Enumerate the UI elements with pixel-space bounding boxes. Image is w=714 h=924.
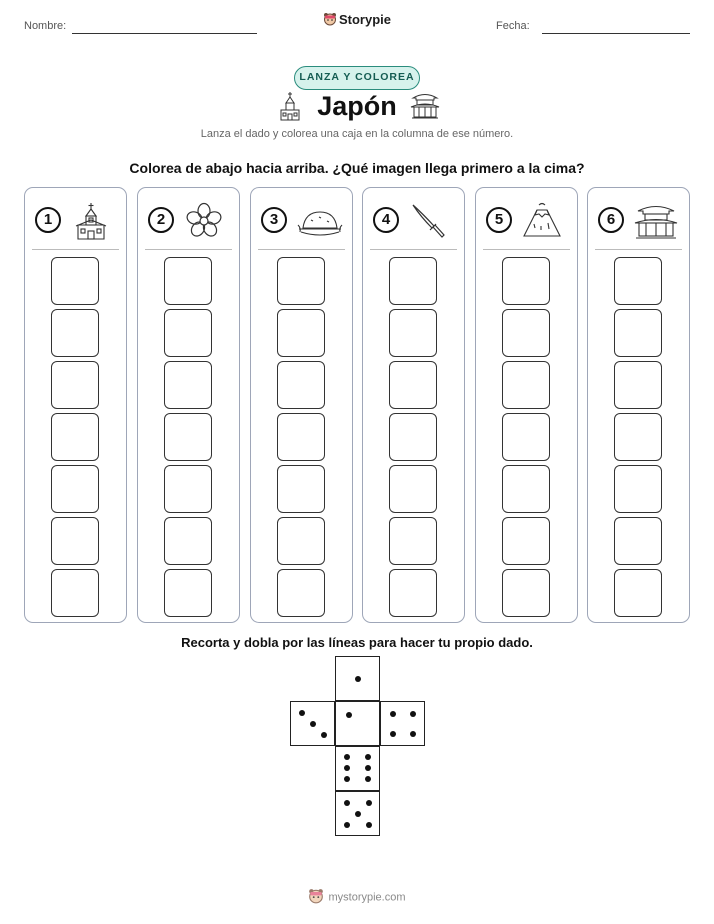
church-icon (71, 202, 111, 245)
brand-name: Storypie (338, 12, 391, 27)
color-box[interactable] (614, 257, 662, 305)
color-box[interactable] (389, 309, 437, 357)
color-box[interactable] (502, 257, 550, 305)
column-divider (595, 249, 682, 250)
cut-instruction: Recorta y dobla por las líneas para hacer tu propio dado. (181, 635, 533, 650)
color-box[interactable] (164, 309, 212, 357)
activity-badge: LANZA Y COLOREA (294, 66, 420, 90)
color-box[interactable] (389, 257, 437, 305)
footer (0, 888, 714, 907)
pip (346, 712, 352, 718)
pip (366, 822, 372, 828)
color-box[interactable] (164, 413, 212, 461)
footer-url[interactable]: mystorypie.com (328, 891, 406, 904)
column-6 (587, 187, 690, 623)
pip (344, 800, 350, 806)
japanese-temple-icon (410, 91, 440, 124)
color-box[interactable] (389, 361, 437, 409)
color-box[interactable] (502, 465, 550, 513)
color-box[interactable] (51, 517, 99, 565)
column-number: 1 (35, 207, 61, 233)
color-box[interactable] (277, 517, 325, 565)
die-face-3 (290, 701, 335, 746)
color-box[interactable] (389, 413, 437, 461)
column-2 (137, 187, 240, 623)
pip (390, 711, 396, 717)
color-box[interactable] (164, 257, 212, 305)
brand-logo (0, 12, 714, 29)
die-face-6 (335, 746, 380, 791)
color-box[interactable] (164, 465, 212, 513)
color-box[interactable] (614, 309, 662, 357)
column-number: 5 (486, 207, 512, 233)
pip (365, 776, 371, 782)
pip (366, 800, 372, 806)
column-divider (258, 249, 345, 250)
japanese-temple-icon (634, 202, 678, 245)
column-number: 3 (261, 207, 287, 233)
die-face-1 (335, 656, 380, 701)
color-box[interactable] (277, 361, 325, 409)
die-face-1 (335, 701, 380, 746)
bear-logo-icon (308, 888, 324, 907)
column-number: 4 (373, 207, 399, 233)
instruction: Colorea de abajo hacia arriba. ¿Qué imagen llega primero a la cima? (129, 160, 585, 176)
pip (344, 776, 350, 782)
color-box[interactable] (502, 413, 550, 461)
page-title: Japón (317, 91, 397, 121)
pip (365, 754, 371, 760)
date-field[interactable] (542, 33, 690, 34)
color-box[interactable] (389, 569, 437, 617)
katana-icon (409, 202, 449, 245)
column-4 (362, 187, 465, 623)
bear-logo-icon (323, 12, 337, 29)
column-number: 6 (598, 207, 624, 233)
column-divider (145, 249, 232, 250)
name-field[interactable] (72, 33, 257, 34)
color-box[interactable] (502, 517, 550, 565)
pip (410, 731, 416, 737)
die-face-5 (335, 791, 380, 836)
pip (365, 765, 371, 771)
color-box[interactable] (164, 517, 212, 565)
color-box[interactable] (614, 361, 662, 409)
pip (310, 721, 316, 727)
subtitle: Lanza el dado y colorea una caja en la columna de ese número. (200, 128, 514, 140)
color-box[interactable] (389, 517, 437, 565)
cherry-blossom-icon (184, 202, 224, 245)
die-face-4 (380, 701, 425, 746)
column-1 (24, 187, 127, 623)
color-box[interactable] (614, 517, 662, 565)
pip (355, 676, 361, 682)
pip (410, 711, 416, 717)
column-number: 2 (148, 207, 174, 233)
pip (344, 754, 350, 760)
color-box[interactable] (51, 465, 99, 513)
pip (355, 811, 361, 817)
color-box[interactable] (502, 361, 550, 409)
color-box[interactable] (51, 257, 99, 305)
column-5 (475, 187, 578, 623)
color-box[interactable] (614, 413, 662, 461)
pip (299, 710, 305, 716)
color-box[interactable] (614, 465, 662, 513)
date-label: Fecha: (496, 20, 530, 32)
pip (390, 731, 396, 737)
color-box[interactable] (51, 413, 99, 461)
column-3 (250, 187, 353, 623)
rice-ball-icon (297, 202, 343, 245)
color-box[interactable] (277, 257, 325, 305)
color-box[interactable] (502, 569, 550, 617)
pip (344, 765, 350, 771)
color-box[interactable] (614, 569, 662, 617)
color-box[interactable] (277, 465, 325, 513)
color-box[interactable] (277, 413, 325, 461)
mount-fuji-icon (522, 202, 562, 245)
color-box[interactable] (164, 361, 212, 409)
color-box[interactable] (277, 569, 325, 617)
color-box[interactable] (51, 309, 99, 357)
color-box[interactable] (164, 569, 212, 617)
column-divider (32, 249, 119, 250)
column-divider (483, 249, 570, 250)
color-box[interactable] (51, 361, 99, 409)
color-box[interactable] (51, 569, 99, 617)
color-box[interactable] (389, 465, 437, 513)
name-label: Nombre: (24, 20, 67, 32)
column-divider (370, 249, 457, 250)
color-box[interactable] (502, 309, 550, 357)
pip (321, 732, 327, 738)
color-box[interactable] (277, 309, 325, 357)
pip (344, 822, 350, 828)
